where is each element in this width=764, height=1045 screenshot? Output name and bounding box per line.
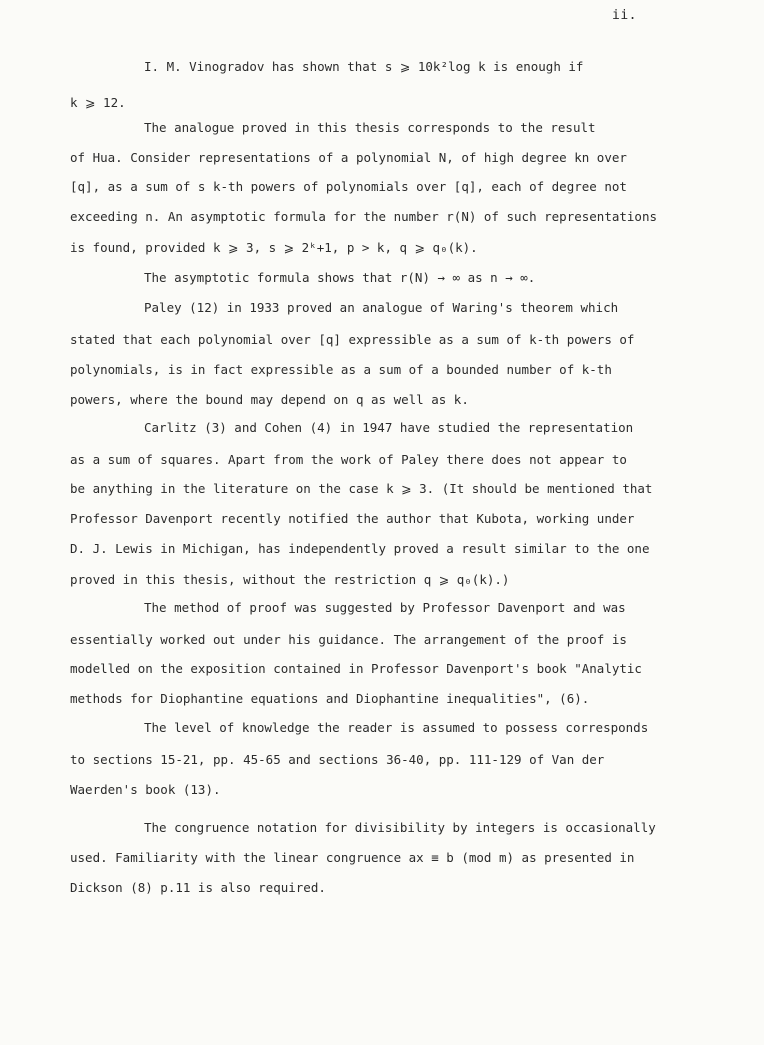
- text-line: proved in this thesis, without the restriction q ⩾ q₀(k).): [70, 572, 510, 587]
- text-line: powers, where the bound may depend on q as well as k.: [70, 392, 469, 407]
- text-line: D. J. Lewis in Michigan, has independently proved a result similar to the one: [70, 541, 650, 556]
- text-line: is found, provided k ⩾ 3, s ⩾ 2ᵏ+1, p > k, q ⩾ q₀(k).: [70, 240, 478, 255]
- text-line: stated that each polynomial over [q] expressible as a sum of k-th powers of: [70, 332, 635, 347]
- text-line: k ⩾ 12.: [70, 95, 126, 110]
- text-line: Paley (12) in 1933 proved an analogue of Waring's theorem which: [144, 300, 619, 315]
- text-line: The method of proof was suggested by Professor Davenport and was: [144, 600, 626, 615]
- text-line: The congruence notation for divisibility by integers is occasionally: [144, 820, 656, 835]
- text-line: I. M. Vinogradov has shown that s ⩾ 10k²log k is enough if: [144, 59, 584, 74]
- text-line: Dickson (8) p.11 is also required.: [70, 880, 326, 895]
- text-line: [q], as a sum of s k-th powers of polynomials over [q], each of degree not: [70, 179, 627, 194]
- text-line: The analogue proved in this thesis corresponds to the result: [144, 120, 596, 135]
- text-line: exceeding n. An asymptotic formula for the number r(N) of such representations: [70, 209, 657, 224]
- text-line: to sections 15-21, pp. 45-65 and sections 36-40, pp. 111-129 of Van der: [70, 752, 605, 767]
- text-line: Professor Davenport recently notified the author that Kubota, working under: [70, 511, 635, 526]
- text-line: The asymptotic formula shows that r(N) → ∞ as n → ∞.: [144, 270, 536, 285]
- text-line: methods for Diophantine equations and Diophantine inequalities", (6).: [70, 691, 590, 706]
- text-line: modelled on the exposition contained in Professor Davenport's book "Analytic: [70, 661, 642, 676]
- text-line: as a sum of squares. Apart from the work of Paley there does not appear to: [70, 452, 627, 467]
- text-line: polynomials, is in fact expressible as a sum of a bounded number of k-th: [70, 362, 612, 377]
- text-line: essentially worked out under his guidance. The arrangement of the proof is: [70, 632, 627, 647]
- text-line: of Hua. Consider representations of a polynomial N, of high degree kn over: [70, 150, 627, 165]
- text-line: used. Familiarity with the linear congruence ax ≡ b (mod m) as presented in: [70, 850, 635, 865]
- text-line: Carlitz (3) and Cohen (4) in 1947 have studied the representation: [144, 420, 634, 435]
- page-number: ii.: [612, 8, 637, 23]
- text-line: The level of knowledge the reader is assumed to possess corresponds: [144, 720, 649, 735]
- text-line: Waerden's book (13).: [70, 782, 221, 797]
- text-line: be anything in the literature on the case k ⩾ 3. (It should be mentioned that: [70, 481, 653, 496]
